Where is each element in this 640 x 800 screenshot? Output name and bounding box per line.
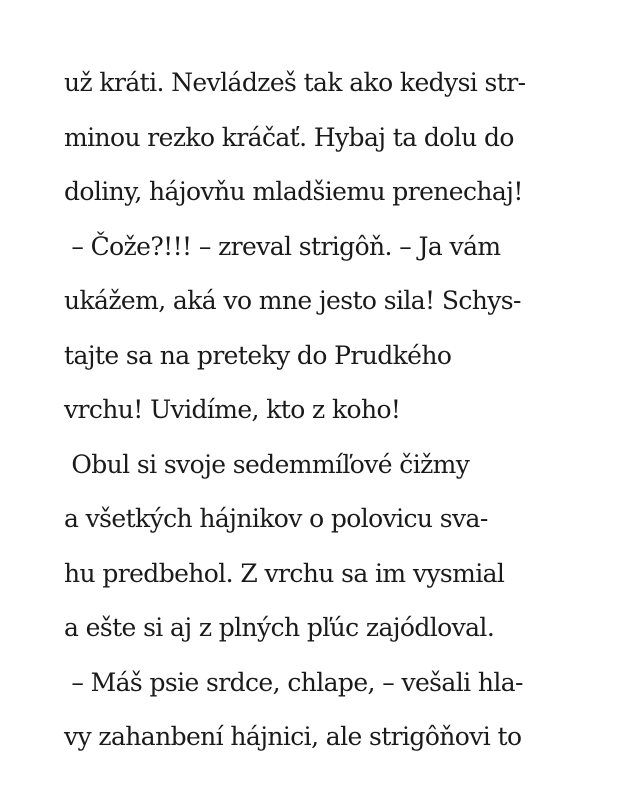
text-line: Obul si svoje sedemmíľové čižmy xyxy=(64,449,470,479)
text-line: – Máš psie srdce, chlape, – vešali hla- xyxy=(64,667,523,697)
text-line: ukážem, aká vo mne jesto sila! Schys- xyxy=(64,286,521,315)
text-line: hu predbehol. Z vrchu sa im vysmial xyxy=(64,558,505,588)
text-line: a všetkých hájnikov o polovicu sva- xyxy=(64,504,488,533)
text-line: minou rezko kráčať. Hybaj ta dolu do xyxy=(64,122,514,152)
text-line: vrchu! Uvidíme, kto z koho! xyxy=(64,395,401,424)
text-line: tajte sa na preteky do Prudkého xyxy=(64,340,452,370)
text-line: už kráti. Nevládzeš tak ako kedysi str- xyxy=(64,68,526,97)
text-line: doliny, hájovňu mladšiemu prenechaj! xyxy=(64,177,523,206)
text-line: – Čože?!!! – zreval strigôň. – Ja vám xyxy=(64,231,501,261)
text-line: vy zahanbení hájnici, ale strigôňovi to xyxy=(64,722,522,751)
body-text xyxy=(64,56,584,765)
text-line: a ešte si aj z plných pľúc zajódloval. xyxy=(64,613,495,642)
